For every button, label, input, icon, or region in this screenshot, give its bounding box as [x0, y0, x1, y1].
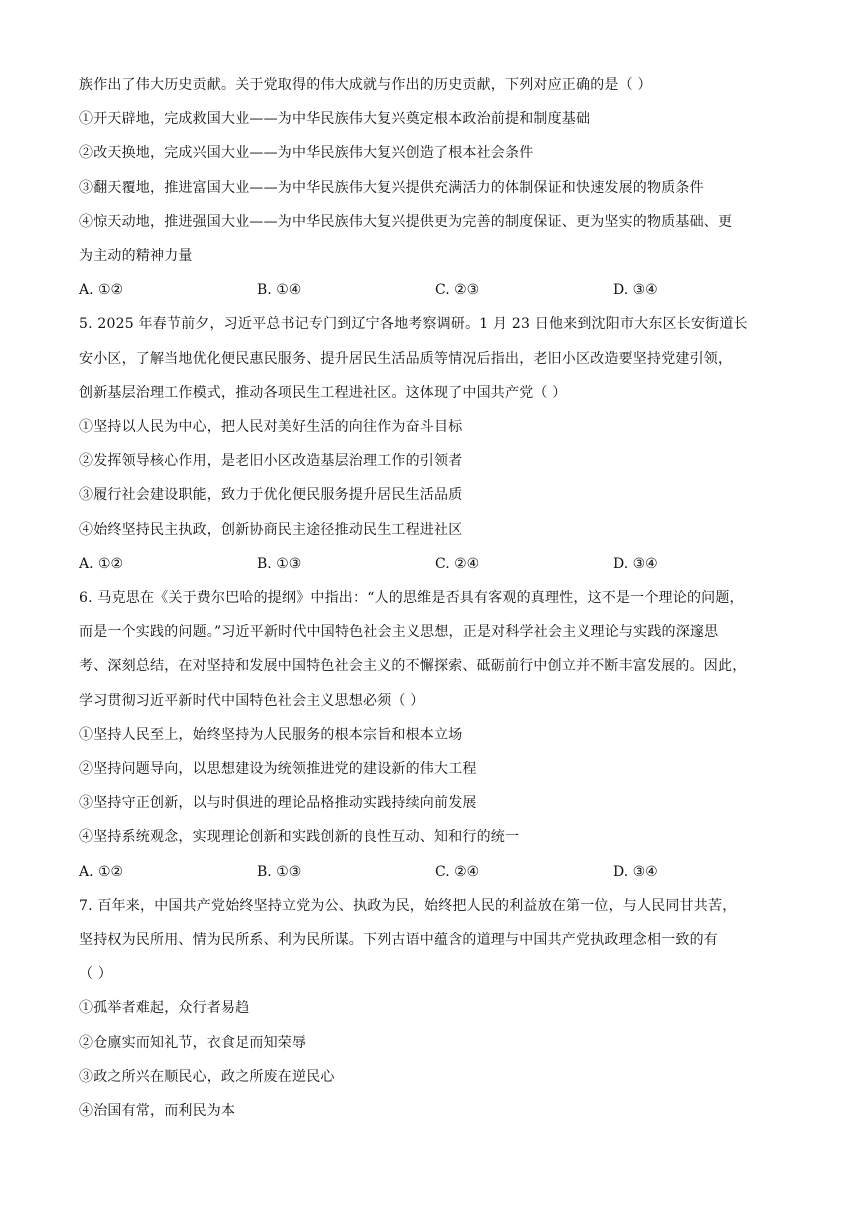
question-6	[79, 581, 804, 889]
choice-d: D. ③④	[613, 282, 658, 299]
option-1: ①孤举者难起，众行者易趋	[79, 1000, 250, 1017]
option-1: ①坚持人民至上，始终坚持为人民服务的根本宗旨和根本立场	[79, 726, 463, 743]
choice-c: C. ②④	[435, 863, 480, 880]
answer-choices	[79, 273, 804, 307]
option-3: ③履行社会建设职能，致力于优化便民服务提升居民生活品质	[79, 487, 463, 504]
choice-b: B. ①③	[257, 863, 302, 880]
option-4: ④始终坚持民主执政，创新协商民主途径推动民生工程进社区	[79, 521, 463, 538]
choice-b: B. ①④	[257, 282, 302, 299]
question-stem-line: （ ）	[79, 966, 113, 983]
option-1: ①坚持以人民为中心，把人民对美好生活的向往作为奋斗目标	[79, 419, 463, 436]
choice-c: C. ②④	[435, 555, 480, 572]
option-2: ②仓廪实而知礼节，衣食足而知荣辱	[79, 1034, 307, 1051]
choice-a: A. ①②	[79, 555, 124, 572]
question-stem-line: 而是一个实践的问题。”习近平新时代中国特色社会主义思想，正是对科学社会主义理论与实践的深邃思	[79, 624, 719, 641]
option-4: ④坚持系统观念，实现理论创新和实践创新的良性互动、知和行的统一	[79, 829, 520, 846]
option-4-continued: 为主动的精神力量	[79, 248, 193, 265]
option-2: ②坚持问题导向，以思想建设为统领推进党的建设新的伟大工程	[79, 761, 477, 778]
option-1: ①开天辟地，完成救国大业——为中华民族伟大复兴奠定根本政治前提和制度基础	[79, 111, 591, 128]
choice-c: C. ②③	[435, 282, 480, 299]
question-stem-line: 学习贯彻习近平新时代中国特色社会主义思想必须（ ）	[79, 692, 425, 709]
option-3: ③坚持守正创新，以与时俱进的理论品格推动实践持续向前发展	[79, 795, 477, 812]
answer-choices	[79, 547, 804, 581]
option-3: ③翻天覆地，推进富国大业——为中华民族伟大复兴提供充满活力的体制保证和快速发展的物质条件	[79, 179, 704, 196]
option-2: ②改天换地，完成兴国大业——为中华民族伟大复兴创造了根本社会条件	[79, 145, 534, 162]
option-2: ②发挥领导核心作用，是老旧小区改造基层治理工作的引领者	[79, 453, 463, 470]
answer-choices	[79, 855, 804, 889]
question-stem-line: 创新基层治理工作模式，推动各项民生工程进社区。这体现了中国共产党（ ）	[79, 384, 567, 401]
question-5	[79, 307, 804, 581]
question-4-tail	[79, 68, 804, 307]
choice-a: A. ①②	[79, 282, 124, 299]
question-stem-line: 坚持权为民所用、情为民所系、利为民所谋。下列古语中蕴含的道理与中国共产党执政理念相一致的有	[79, 932, 718, 949]
option-4: ④惊天动地，推进强国大业——为中华民族伟大复兴提供更为完善的制度保证、更为坚实的物质基础、更	[79, 213, 733, 230]
choice-d: D. ③④	[613, 555, 658, 572]
question-stem-line: 族作出了伟大历史贡献。关于党取得的伟大成就与作出的历史贡献，下列对应正确的是（ ）	[79, 77, 652, 93]
question-stem-line: 6. 马克思在《关于费尔巴哈的提纲》中指出：“人的思维是否具有客观的真理性，这不是一个理论的问题，	[79, 590, 744, 607]
question-stem-line: 考、深刻总结，在对坚持和发展中国特色社会主义的不懈探索、砥砺前行中创立并不断丰富发展的。因此，	[79, 658, 747, 675]
exam-page	[79, 68, 804, 1128]
choice-b: B. ①③	[257, 555, 302, 572]
question-7	[79, 889, 804, 1128]
choice-a: A. ①②	[79, 863, 124, 880]
option-4: ④治国有常，而利民为本	[79, 1103, 236, 1120]
choice-d: D. ③④	[613, 863, 658, 880]
question-stem-line: 5. 2025 年春节前夕，习近平总书记专门到辽宁各地考察调研。1 月 23 日他来到沈阳市大东区长安街道长	[79, 316, 748, 333]
option-3: ③政之所兴在顺民心，政之所废在逆民心	[79, 1068, 335, 1085]
question-stem-line: 7. 百年来，中国共产党始终坚持立党为公、执政为民，始终把人民的利益放在第一位，与人民同甘共苦，	[79, 897, 737, 914]
question-stem-line: 安小区，了解当地优化便民惠民服务、提升居民生活品质等情况后指出，老旧小区改造要坚持党建引领，	[79, 350, 733, 367]
